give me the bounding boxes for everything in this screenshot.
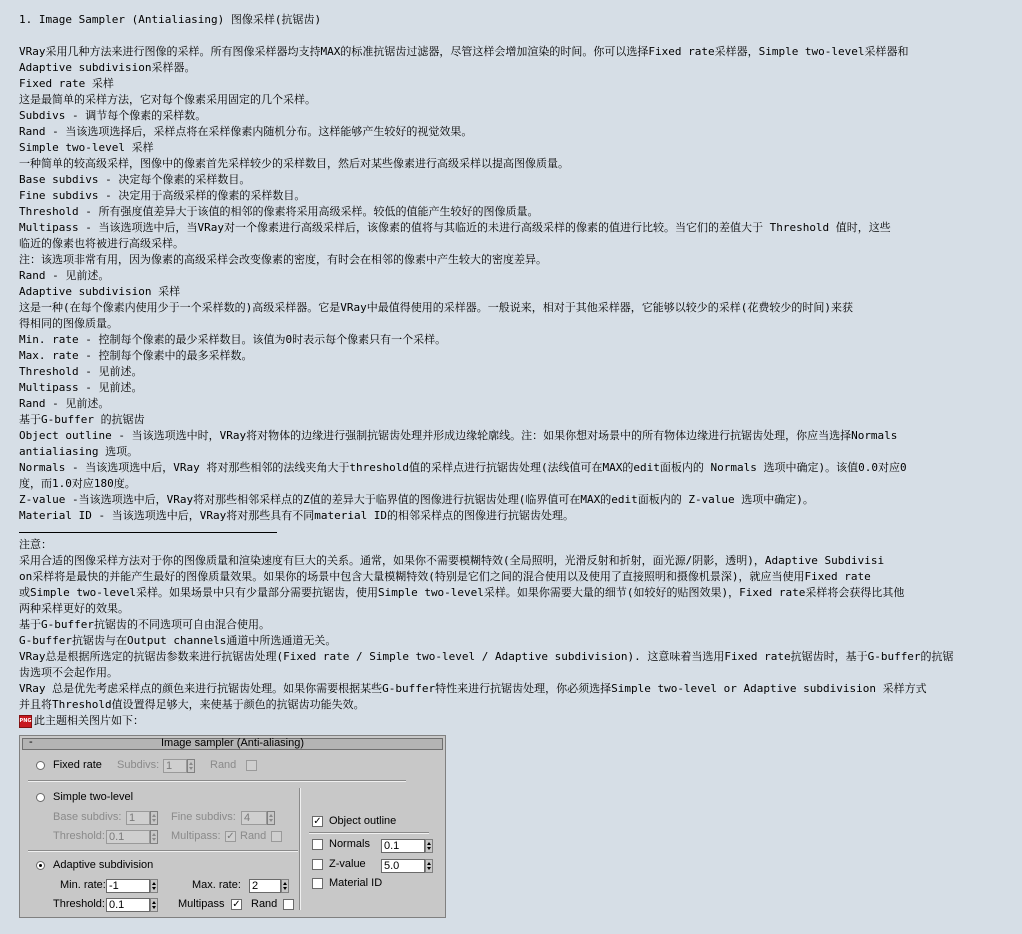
separator-simple [28, 850, 298, 852]
adaptive-multipass-label: Multipass [178, 898, 225, 910]
simple-two-level-label: Simple two-level [53, 791, 134, 803]
note-text-line: 或Simple two-level采样。如果场景中只有少量部分需要抗锯齿，使用Simple two-level采样。如果你需要大量的细节(如较好的贴图效果)，Fixed rate采样将会获得比其他 [19, 586, 905, 599]
body-text-line: Base subdivs - 决定每个像素的采样数目。 [19, 173, 251, 186]
body-text [19, 44, 959, 524]
base-subdivs-label: Base subdivs: [53, 811, 122, 823]
adaptive-threshold-field[interactable]: 0.1 [106, 898, 150, 912]
note-text-line: on采样将是最快的并能产生最好的图像质量效果。如果你的场景中包含大量模糊特效(特别是它们之间的混合使用以及使用了直接照明和摄像机景深)，就应当使用Fixed rate [19, 570, 871, 583]
body-text-line: Material ID - 当该选项选中后，VRay将对那些具有不同material ID的相邻采样点的图像进行抗锯齿处理。 [19, 509, 575, 522]
separator-fixed [28, 780, 406, 782]
fixed-rate-radio[interactable] [36, 761, 45, 770]
collapse-minus-icon[interactable]: - [29, 736, 33, 748]
body-text-line: 基于G-buffer 的抗锯齿 [19, 413, 145, 426]
gbuffer-separator [299, 788, 301, 910]
simple-multipass-checkbox[interactable]: ✓ [226, 831, 235, 842]
note-text [19, 537, 959, 713]
simple-multipass-label: Multipass: [171, 830, 221, 842]
max-rate-label: Max. rate: [192, 879, 241, 891]
normals-checkbox[interactable] [312, 839, 323, 850]
body-text-line: Rand - 见前述。 [19, 269, 110, 282]
body-text-line: Rand - 当该选项选择后，采样点将在采样像素内随机分布。这样能够产生较好的视觉效果。 [19, 125, 473, 138]
fine-subdivs-label: Fine subdivs: [171, 811, 236, 823]
adaptive-multipass-checkbox[interactable]: ✓ [232, 899, 241, 910]
simple-rand-label: Rand [240, 830, 267, 842]
adaptive-rand-checkbox[interactable] [283, 899, 294, 910]
base-subdivs-field[interactable]: 1 [126, 811, 150, 825]
adaptive-rand-label: Rand [251, 898, 278, 910]
image-caption: 此主题相关图片如下： [34, 714, 144, 727]
adaptive-subdivision-radio[interactable] [36, 861, 45, 870]
body-text-line: 注：该选项非常有用，因为像素的高级采样会改变像素的密度，有时会在相邻的像素中产生较大的密度差异。 [19, 253, 547, 266]
adaptive-threshold-label: Threshold: [53, 898, 105, 910]
section-heading: 1. Image Sampler (Antialiasing) 图像采样(抗锯齿) [19, 13, 322, 26]
body-text-line: VRay采用几种方法来进行图像的采样。所有图像采样器均支持MAX的标准抗锯齿过滤器，尽管这样会增加渲染的时间。你可以选择Fixed rate采样器，Simple two-level采样器和 [19, 45, 909, 58]
fixed-rate-label: Fixed rate [53, 759, 102, 771]
note-text-line: 齿选项不会起作用。 [19, 666, 118, 679]
z-value-label: Z-value [329, 858, 366, 870]
fixed-rand-label: Rand [210, 759, 237, 771]
object-outline-label: Object outline [329, 815, 397, 827]
note-text-line: VRay总是根据所选定的抗锯齿参数来进行抗锯齿处理(Fixed rate / Simple two-level / Adaptive subdivision). 这意味着当选用Fixed rate抗锯齿时，基于G-buffer的抗锯 [19, 650, 954, 663]
body-text-line: 这是一种(在每个像素内使用少于一个采样数的)高级采样器。它是VRay中最值得使用的采样器。一般说来，相对于其他采样器，它能够以较少的采样(花费较少的时间)来获 [19, 301, 853, 314]
normals-label: Normals [329, 838, 370, 850]
body-text-line: Normals - 当该选项选中后，VRay 将对那些相邻的法线夹角大于threshold值的采样点进行抗锯齿处理(法线值可在MAX的edit面板内的 Normals 选项中确定)。该值0.0对应0 [19, 461, 907, 474]
body-text-line: antialiasing 选项。 [19, 445, 139, 458]
body-text-line: 得相同的图像质量。 [19, 317, 118, 330]
body-text-line: Simple two-level 采样 [19, 141, 154, 154]
body-text-line: 这是最简单的采样方法，它对每个像素采用固定的几个采样。 [19, 93, 316, 106]
adaptive-subdivision-label: Adaptive subdivision [53, 859, 154, 871]
z-value-field[interactable]: 5.0 [381, 859, 425, 873]
subdivs-spinner[interactable] [187, 759, 195, 773]
body-text-line: Fine subdivs - 决定用于高级采样的像素的采样数目。 [19, 189, 306, 202]
simple-rand-checkbox[interactable] [271, 831, 282, 842]
body-text-line: Fixed rate 采样 [19, 77, 114, 90]
body-text-line: 一种简单的较高级采样，图像中的像素首先采样较少的采样数目，然后对某些像素进行高级采样以提高图像质量。 [19, 157, 569, 170]
body-text-line: Object outline - 当该选项选中时，VRay将对物体的边缘进行强制抗锯齿处理并形成边缘轮廓线。注：如果你想对场景中的所有物体边缘进行抗锯齿处理，你应当选择Normals [19, 429, 898, 442]
base-subdivs-spinner[interactable] [150, 811, 158, 825]
min-rate-field[interactable]: -1 [106, 879, 150, 893]
fine-subdivs-field[interactable]: 4 [241, 811, 267, 825]
simple-threshold-label: Threshold: [53, 830, 105, 842]
fixed-rand-checkbox[interactable] [246, 760, 257, 771]
divider [19, 532, 277, 533]
body-text-line: Threshold - 见前述。 [19, 365, 143, 378]
image-caption-line [19, 713, 959, 729]
document-body [19, 12, 959, 729]
note-text-line: 并且将Threshold值设置得足够大，来使基于颜色的抗锯齿功能失效。 [19, 698, 365, 711]
simple-two-level-radio[interactable] [36, 793, 45, 802]
max-rate-spinner[interactable] [281, 879, 289, 893]
body-text-line: Adaptive subdivision 采样 [19, 285, 181, 298]
min-rate-spinner[interactable] [150, 879, 158, 893]
adaptive-threshold-spinner[interactable] [150, 898, 158, 912]
body-text-line: 度，而1.0对应180度。 [19, 477, 136, 490]
body-text-line: Rand - 见前述。 [19, 397, 110, 410]
body-text-line: Min. rate - 控制每个像素的最少采样数目。该值为0时表示每个像素只有一个采样。 [19, 333, 447, 346]
z-value-checkbox[interactable] [312, 859, 323, 870]
normals-spinner[interactable] [425, 839, 433, 853]
subdivs-label: Subdivs: [117, 759, 160, 771]
body-text-line: Max. rate - 控制每个像素中的最多采样数。 [19, 349, 253, 362]
image-sampler-rollout [19, 735, 446, 918]
normals-field[interactable]: 0.1 [381, 839, 425, 853]
note-text-line: 两种采样更好的效果。 [19, 602, 129, 615]
note-text-line: 基于G-buffer抗锯齿的不同选项可自由混合使用。 [19, 618, 270, 631]
min-rate-label: Min. rate: [60, 879, 106, 891]
body-text-line: 临近的像素也将被进行高级采样。 [19, 237, 184, 250]
rollout-titlebar[interactable] [22, 738, 443, 750]
simple-threshold-field[interactable]: 0.1 [106, 830, 150, 844]
material-id-checkbox[interactable] [312, 878, 323, 889]
body-text-line: Multipass - 见前述。 [19, 381, 143, 394]
body-text-line: Adaptive subdivision采样器。 [19, 61, 196, 74]
note-text-line: G-buffer抗锯齿与在Output channels通道中所选通道无关。 [19, 634, 337, 647]
fine-subdivs-spinner[interactable] [267, 811, 275, 825]
body-text-line: Z-value -当该选项选中后，VRay将对那些相邻采样点的Z值的差异大于临界值的图像进行抗锯齿处理(临界值可在MAX的edit面板内的 Z-value 选项中确定)。 [19, 493, 814, 506]
material-id-label: Material ID [329, 877, 383, 889]
object-outline-checkbox[interactable]: ✓ [313, 816, 322, 827]
subdivs-field[interactable]: 1 [163, 759, 187, 773]
body-text-line: Subdivs - 调节每个像素的采样数。 [19, 109, 207, 122]
png-file-icon: PNG [19, 715, 32, 728]
note-text-line: VRay 总是优先考虑采样点的颜色来进行抗锯齿处理。如果你需要根据某些G-buffer特性来进行抗锯齿处理，你必须选择Simple two-level or Adaptive subdivision 采样方式 [19, 682, 927, 695]
note-text-line: 注意： [19, 538, 52, 551]
rollout-title: Image sampler (Anti-aliasing) [160, 737, 305, 749]
separator-outline [309, 832, 429, 834]
note-text-line: 采用合适的图像采样方法对于你的图像质量和渲染速度有巨大的关系。通常，如果你不需要模糊特效(全局照明，光滑反射和折射，面光源/阴影，透明)，Adaptive Subdivisi [19, 554, 885, 567]
body-text-line: Threshold - 所有强度值差异大于该值的相邻的像素将采用高级采样。较低的值能产生较好的图像质量。 [19, 205, 539, 218]
z-value-spinner[interactable] [425, 859, 433, 873]
body-text-line: Multipass - 当该选项选中后，当VRay对一个像素进行高级采样后，该像素的值将与其临近的未进行高级采样的像素的值进行比较。当它们的差值大于 Threshold 值时，这些 [19, 221, 891, 234]
simple-threshold-spinner[interactable] [150, 830, 158, 844]
max-rate-field[interactable]: 2 [249, 879, 281, 893]
